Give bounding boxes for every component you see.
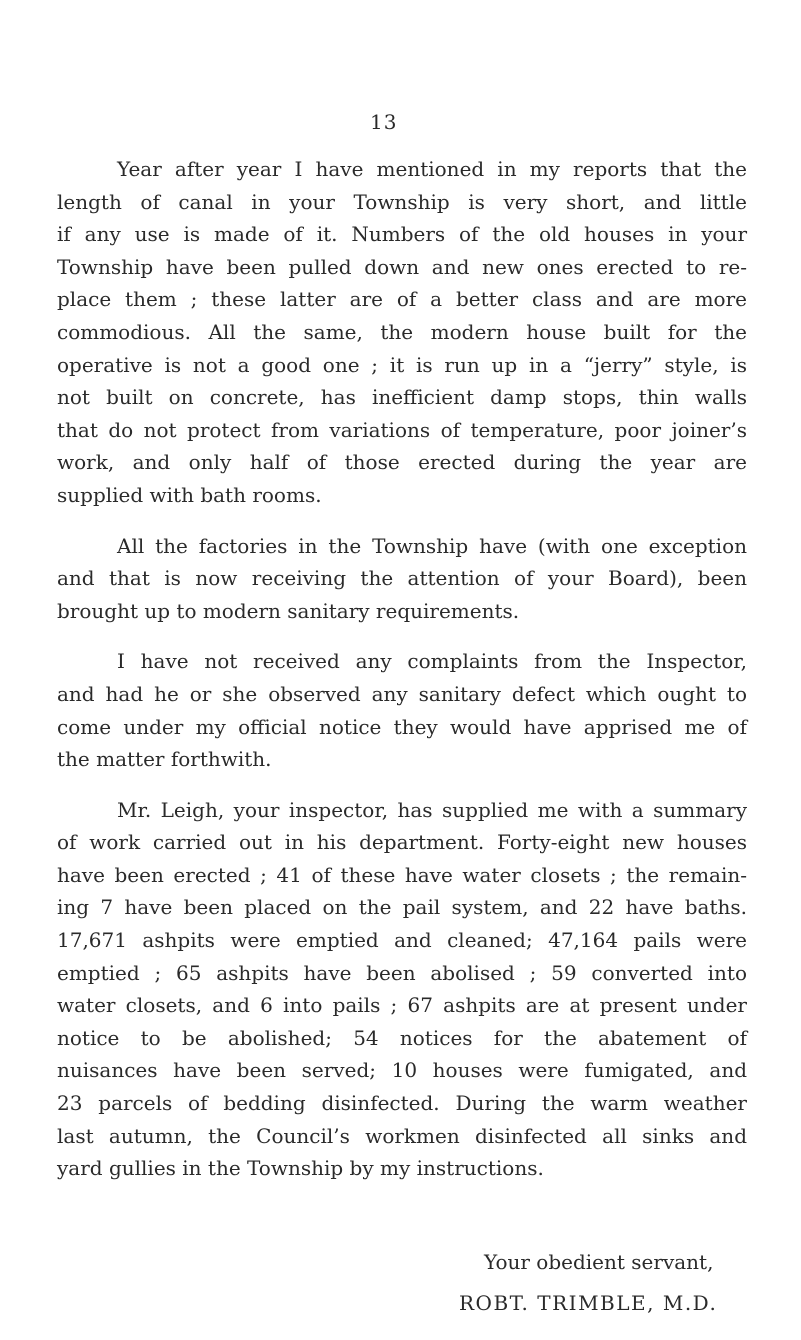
text-line: Year after year I have mentioned in my reports that the (117, 157, 747, 181)
report-body (57, 153, 747, 1185)
text-line: water closets, and 6 into pails ; 67 ashpits are at present under (57, 993, 747, 1018)
text-line: if any use is made of it. Numbers of the old houses in your (57, 222, 747, 247)
paragraph-spacer (57, 776, 747, 794)
paragraph-housing (57, 153, 747, 512)
text-line: I have not received any complaints from the Inspector, (117, 649, 747, 674)
closing-salutation: Your obedient servant, (484, 1250, 714, 1274)
text-line: the matter forthwith. (57, 747, 272, 772)
text-line: that do not protect from variations of temperature, poor joiner’s (57, 417, 747, 442)
text-line: and that is now receiving the attention of your Board), been (57, 566, 747, 591)
text-line: commodious. All the same, the modern house built for the (57, 319, 747, 344)
text-line: come under my official notice they would have apprised me of (57, 714, 747, 739)
paragraph-factories (57, 530, 747, 628)
paragraph-inspector-summary (57, 794, 747, 1185)
text-line: operative is not a good one ; it is run up in a “jerry” style, is (57, 352, 747, 377)
text-line: 23 parcels of bedding disinfected. During the warm weather (57, 1091, 747, 1116)
text-line: Mr. Leigh, your inspector, has supplied me with a summary (117, 797, 747, 822)
text-line: emptied ; 65 ashpits have been abolised ; 59 converted into (57, 960, 747, 985)
text-line: nuisances have been served; 10 houses were fumigated, and (57, 1058, 747, 1083)
author-signature: ROBT. TRIMBLE, M.D. (459, 1291, 718, 1315)
paragraph-complaints (57, 645, 747, 775)
paragraph-spacer (57, 512, 747, 530)
text-line: last autumn, the Council’s workmen disinfected all sinks and (57, 1123, 747, 1148)
text-line: yard gullies in the Township by my instructions. (57, 1156, 544, 1181)
text-line: place them ; these latter are of a better class and are more (57, 287, 747, 312)
text-line: 17,671 ashpits were emptied and cleaned; 47,164 pails were (57, 928, 747, 953)
text-line: work, and only half of those erected during the year are (57, 450, 747, 475)
text-line: and had he or she observed any sanitary defect which ought to (57, 681, 747, 706)
text-line: have been erected ; 41 of these have water closets ; the remain- (57, 862, 747, 887)
text-line: supplied with bath rooms. (57, 482, 322, 507)
text-line: ing 7 have been placed on the pail system, and 22 have baths. (57, 895, 747, 920)
text-line: brought up to modern sanitary requirements. (57, 598, 520, 623)
text-line: notice to be abolished; 54 notices for the abatement of (57, 1025, 747, 1050)
text-line: All the factories in the Township have (with one exception (117, 533, 747, 558)
text-line: Township have been pulled down and new ones erected to re- (57, 254, 747, 279)
text-line: length of canal in your Township is very short, and little (57, 189, 747, 214)
paragraph-spacer (57, 627, 747, 645)
text-line: of work carried out in his department. Forty-eight new houses (57, 830, 747, 855)
text-line: not built on concrete, has inefficient damp stops, thin walls (57, 385, 747, 410)
page-number: 13 (370, 110, 398, 134)
